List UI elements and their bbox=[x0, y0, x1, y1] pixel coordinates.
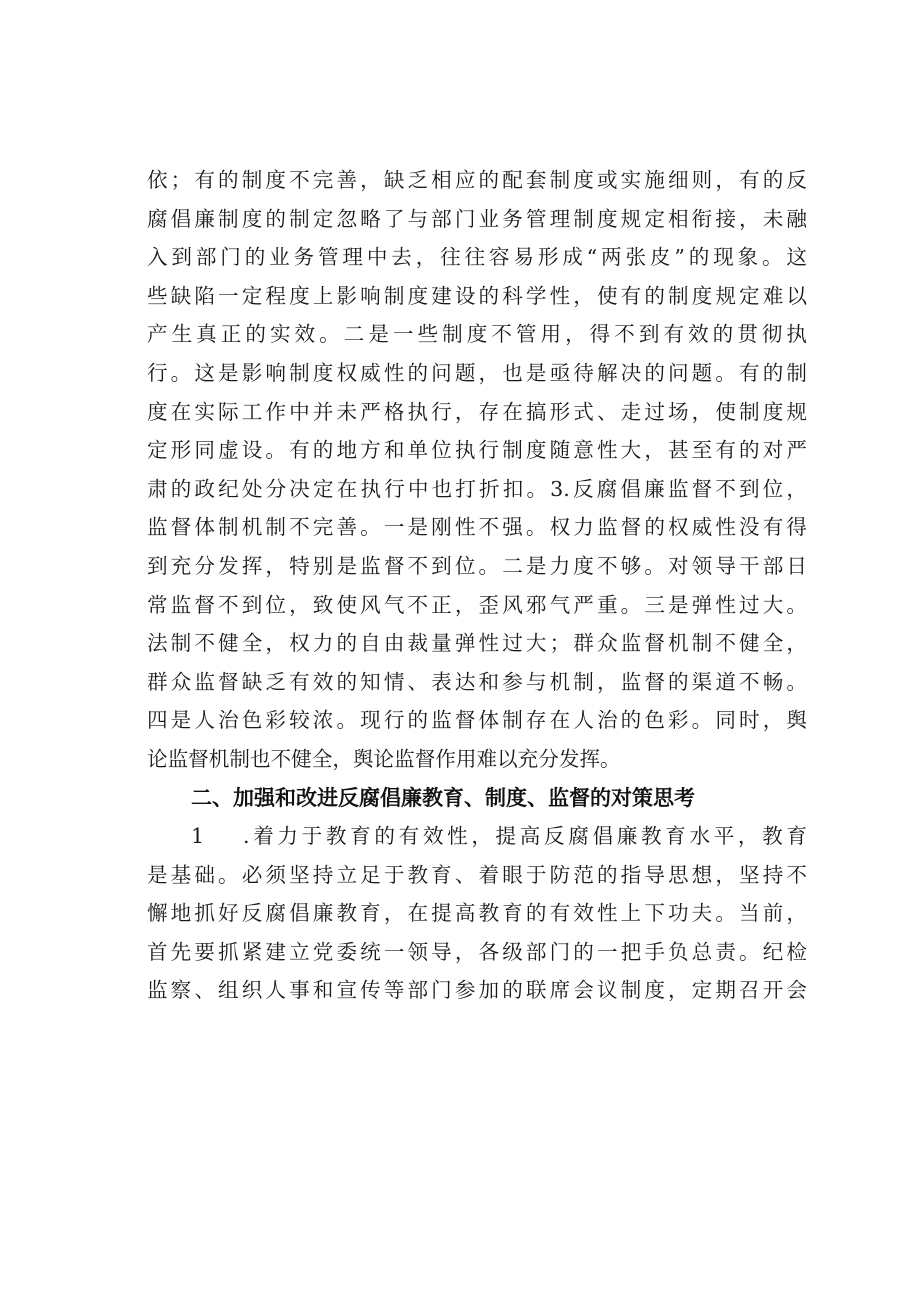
body-line: 腐倡廉制度的制定忽略了与部门业务管理制度规定相衔接，未融 bbox=[147, 206, 807, 231]
document-body bbox=[147, 161, 807, 1010]
body-line: 群众监督缺乏有效的知情、表达和参与机制，监督的渠道不畅。 bbox=[147, 669, 807, 694]
body-line: 常监督不到位，致使风气不正，歪风邪气严重。三是弹性过大。 bbox=[147, 592, 807, 617]
body-line: 入到部门的业务管理中去，往往容易形成“两张皮”的现象。这 bbox=[147, 245, 807, 270]
body-line: 定形同虚设。有的地方和单位执行制度随意性大，甚至有的对严 bbox=[147, 438, 807, 463]
body-line: 法制不健全，权力的自由裁量弹性过大；群众监督机制不健全， bbox=[147, 631, 807, 656]
body-line: 些缺陷一定程度上影响制度建设的科学性，使有的制度规定难以 bbox=[147, 283, 807, 308]
body-line: 到充分发挥，特别是监督不到位。二是力度不够。对领导干部日 bbox=[147, 553, 807, 578]
body-line: 行。这是影响制度权威性的问题，也是亟待解决的问题。有的制 bbox=[147, 360, 807, 385]
body-line: 依；有的制度不完善，缺乏相应的配套制度或实施细则，有的反 bbox=[147, 168, 807, 192]
body-line: 首先要抓紧建立党委统一领导，各级部门的一把手负总责。纪检 bbox=[147, 939, 807, 964]
body-line: 监督体制机制不完善。一是刚性不强。权力监督的权威性没有得 bbox=[147, 515, 807, 540]
section-heading: 二、加强和改进反腐倡廉教育、制度、监督的对策思考 bbox=[191, 785, 695, 810]
body-line: 度在实际工作中并未严格执行，存在搞形式、走过场，使制度规 bbox=[147, 399, 807, 424]
body-line: 四是人治色彩较浓。现行的监督体制存在人治的色彩。同时，舆 bbox=[147, 708, 807, 733]
body-line: 是基础。必须坚持立足于教育、着眼于防范的指导思想，坚持不 bbox=[147, 862, 807, 887]
item-text: .着力于教育的有效性，提高反腐倡廉教育水平，教育 bbox=[243, 824, 807, 849]
body-line: 肃的政纪处分决定在执行中也打折扣。3.反腐倡廉监督不到位， bbox=[147, 476, 807, 501]
body-line: 产生真正的实效。二是一些制度不管用，得不到有效的贯彻执 bbox=[147, 322, 807, 347]
numbered-item-line bbox=[147, 817, 807, 856]
item-number: 1 bbox=[191, 824, 205, 849]
body-line: 论监督机制也不健全，舆论监督作用难以充分发挥。 bbox=[147, 746, 621, 771]
body-line: 懈地抓好反腐倡廉教育，在提高教育的有效性上下功夫。当前， bbox=[147, 901, 807, 926]
body-line: 监察、组织人事和宣传等部门参加的联席会议制度，定期召开会 bbox=[147, 978, 807, 1003]
